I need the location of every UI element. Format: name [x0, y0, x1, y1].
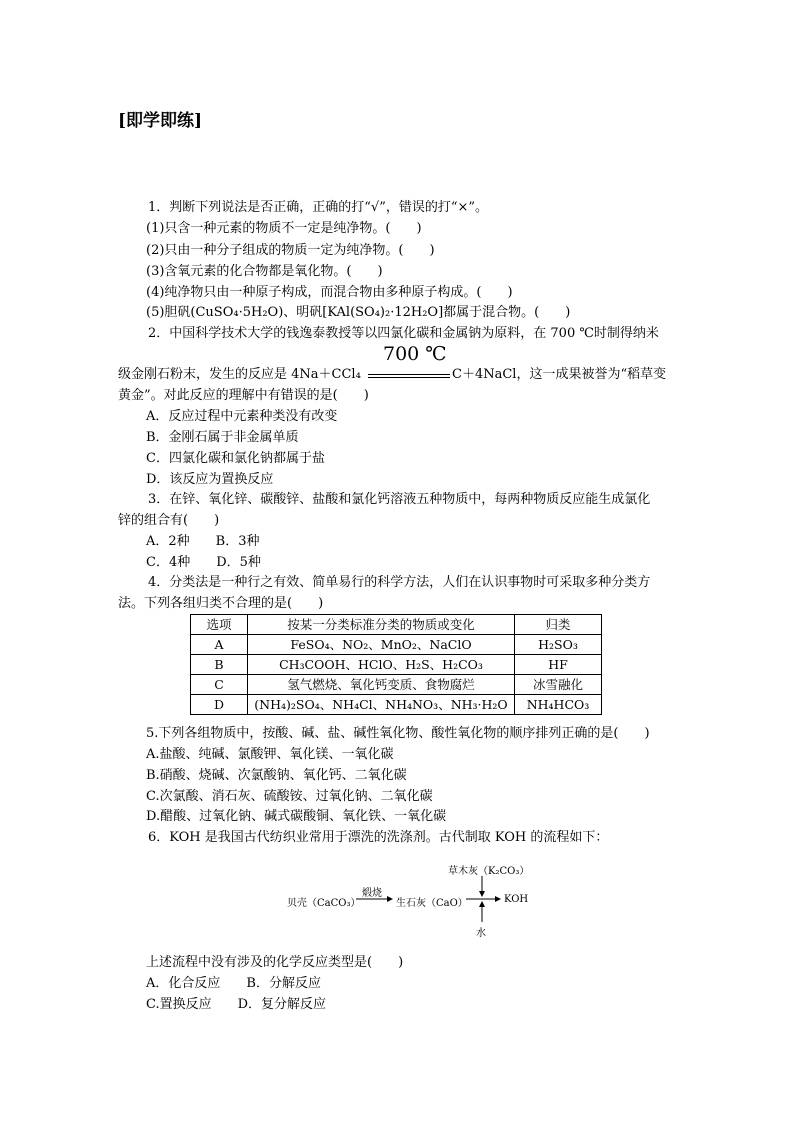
table-cell: (NH₄)₂SO₄、NH₄Cl、NH₄NO₃、NH₃·H₂O: [248, 695, 515, 715]
q2-stem-line2-pre: 级金刚石粉末，发生的反应是 4Na＋CCl₄: [118, 367, 361, 382]
table-cell: A: [191, 635, 248, 655]
flow-ash-label: 草木灰（K₂CO₃）: [448, 866, 530, 877]
q3-stem-line2: 锌的组合有( ): [118, 513, 220, 528]
q6-stem: 6．KOH 是我国古代纺织业常用于漂洗的洗涤剂。古代制取 KOH 的流程如下：: [148, 830, 609, 845]
flow-lime-label: 生石灰（CaO）: [396, 898, 468, 909]
section-title: [即学即练]: [118, 111, 203, 131]
table-cell: 冰雪融化: [515, 675, 602, 695]
q3-options-row1: A．2种 B．3种: [146, 534, 260, 549]
q2-stem-line2-post: C＋4NaCl，这一成果被誉为“稻草变: [452, 367, 667, 382]
q1-item-3: (3)含氧元素的化合物都是氧化物。( ): [146, 264, 383, 279]
q5-option-d: D.醋酸、过氧化钠、碱式碳酸铜、氧化铁、一氧化碳: [146, 809, 447, 824]
q6-options-row2: C.置换反应 D．复分解反应: [146, 997, 327, 1012]
q5-option-c: C.次氯酸、消石灰、硫酸铵、过氧化钠、二氧化碳: [146, 789, 433, 804]
q2-option-a: A．反应过程中元素种类没有改变: [146, 409, 338, 424]
table-cell: C: [191, 675, 248, 695]
table-cell: CH₃COOH、HClO、H₂S、H₂CO₃: [248, 655, 515, 675]
flow-product-label: KOH: [504, 894, 529, 905]
q5-option-b: B.硝酸、烧碱、次氯酸钠、氧化钙、二氧化碳: [146, 768, 407, 783]
flow-calcine-label: 煅烧: [362, 888, 382, 899]
flow-shell-label: 贝壳（CaCO₃）: [287, 898, 361, 909]
q4-stem-line1: 4．分类法是一种行之有效、简单易行的科学方法，人们在认识事物时可采取多种分类方: [148, 575, 651, 590]
table-cell: D: [191, 695, 248, 715]
q1-stem: 1．判断下列说法是否正确，正确的打“√”，错误的打“×”。: [148, 200, 489, 215]
q1-item-4: (4)纯净物只由一种原子构成，而混合物由多种原子构成。( ): [146, 285, 513, 300]
q3-options-row2: C．4种 D．5种: [146, 555, 261, 570]
q1-item-5: (5)胆矾(CuSO₄·5H₂O)、明矾[KAl(SO₄)₂·12H₂O]都属于混合物。( ): [146, 305, 571, 320]
table-header: 归类: [515, 615, 602, 635]
q2-reaction-condition: 700 ℃: [383, 343, 447, 365]
q6-question: 上述流程中没有涉及的化学反应类型是( ): [146, 955, 404, 970]
q2-option-b: B．金刚石属于非金属单质: [146, 430, 299, 445]
q1-item-1: (1)只含一种元素的物质不一定是纯净物。( ): [146, 221, 422, 236]
q4-stem-line2: 法。下列各组归类不合理的是( ): [118, 596, 324, 611]
table-header: 按某一分类标准分类的物质或变化: [248, 615, 515, 635]
flow-water-label: 水: [476, 928, 486, 939]
table-header: 选项: [191, 615, 248, 635]
table-cell: B: [191, 655, 248, 675]
q2-option-c: C．四氯化碳和氯化钠都属于盐: [146, 451, 325, 466]
q2-option-d: D．该反应为置换反应: [146, 472, 274, 487]
q1-item-2: (2)只由一种分子组成的物质一定为纯净物。( ): [146, 243, 435, 258]
table-cell: 氢气燃烧、氧化钙变质、食物腐烂: [248, 675, 515, 695]
table-cell: HF: [515, 655, 602, 675]
q6-options-row1: A．化合反应 B．分解反应: [146, 976, 321, 991]
q2-stem-line1: 2．中国科学技术大学的钱逸泰教授等以四氯化碳和金属钠为原料，在 700 ℃时制得纳米: [148, 326, 659, 341]
table-cell: FeSO₄、NO₂、MnO₂、NaClO: [248, 635, 515, 655]
table-cell: H₂SO₃: [515, 635, 602, 655]
q5-option-a: A.盐酸、纯碱、氯酸钾、氧化镁、一氧化碳: [146, 747, 394, 762]
q2-stem-line3: 黄金”。对此反应的理解中有错误的是( ): [118, 388, 369, 403]
q3-stem-line1: 3．在锌、氧化锌、碳酸锌、盐酸和氯化钙溶液五种物质中，每两种物质反应能生成氯化: [148, 492, 651, 507]
q5-stem: 5.下列各组物质中，按酸、碱、盐、碱性氧化物、酸性氧化物的顺序排列正确的是( ): [146, 726, 650, 741]
table-cell: NH₄HCO₃: [515, 695, 602, 715]
